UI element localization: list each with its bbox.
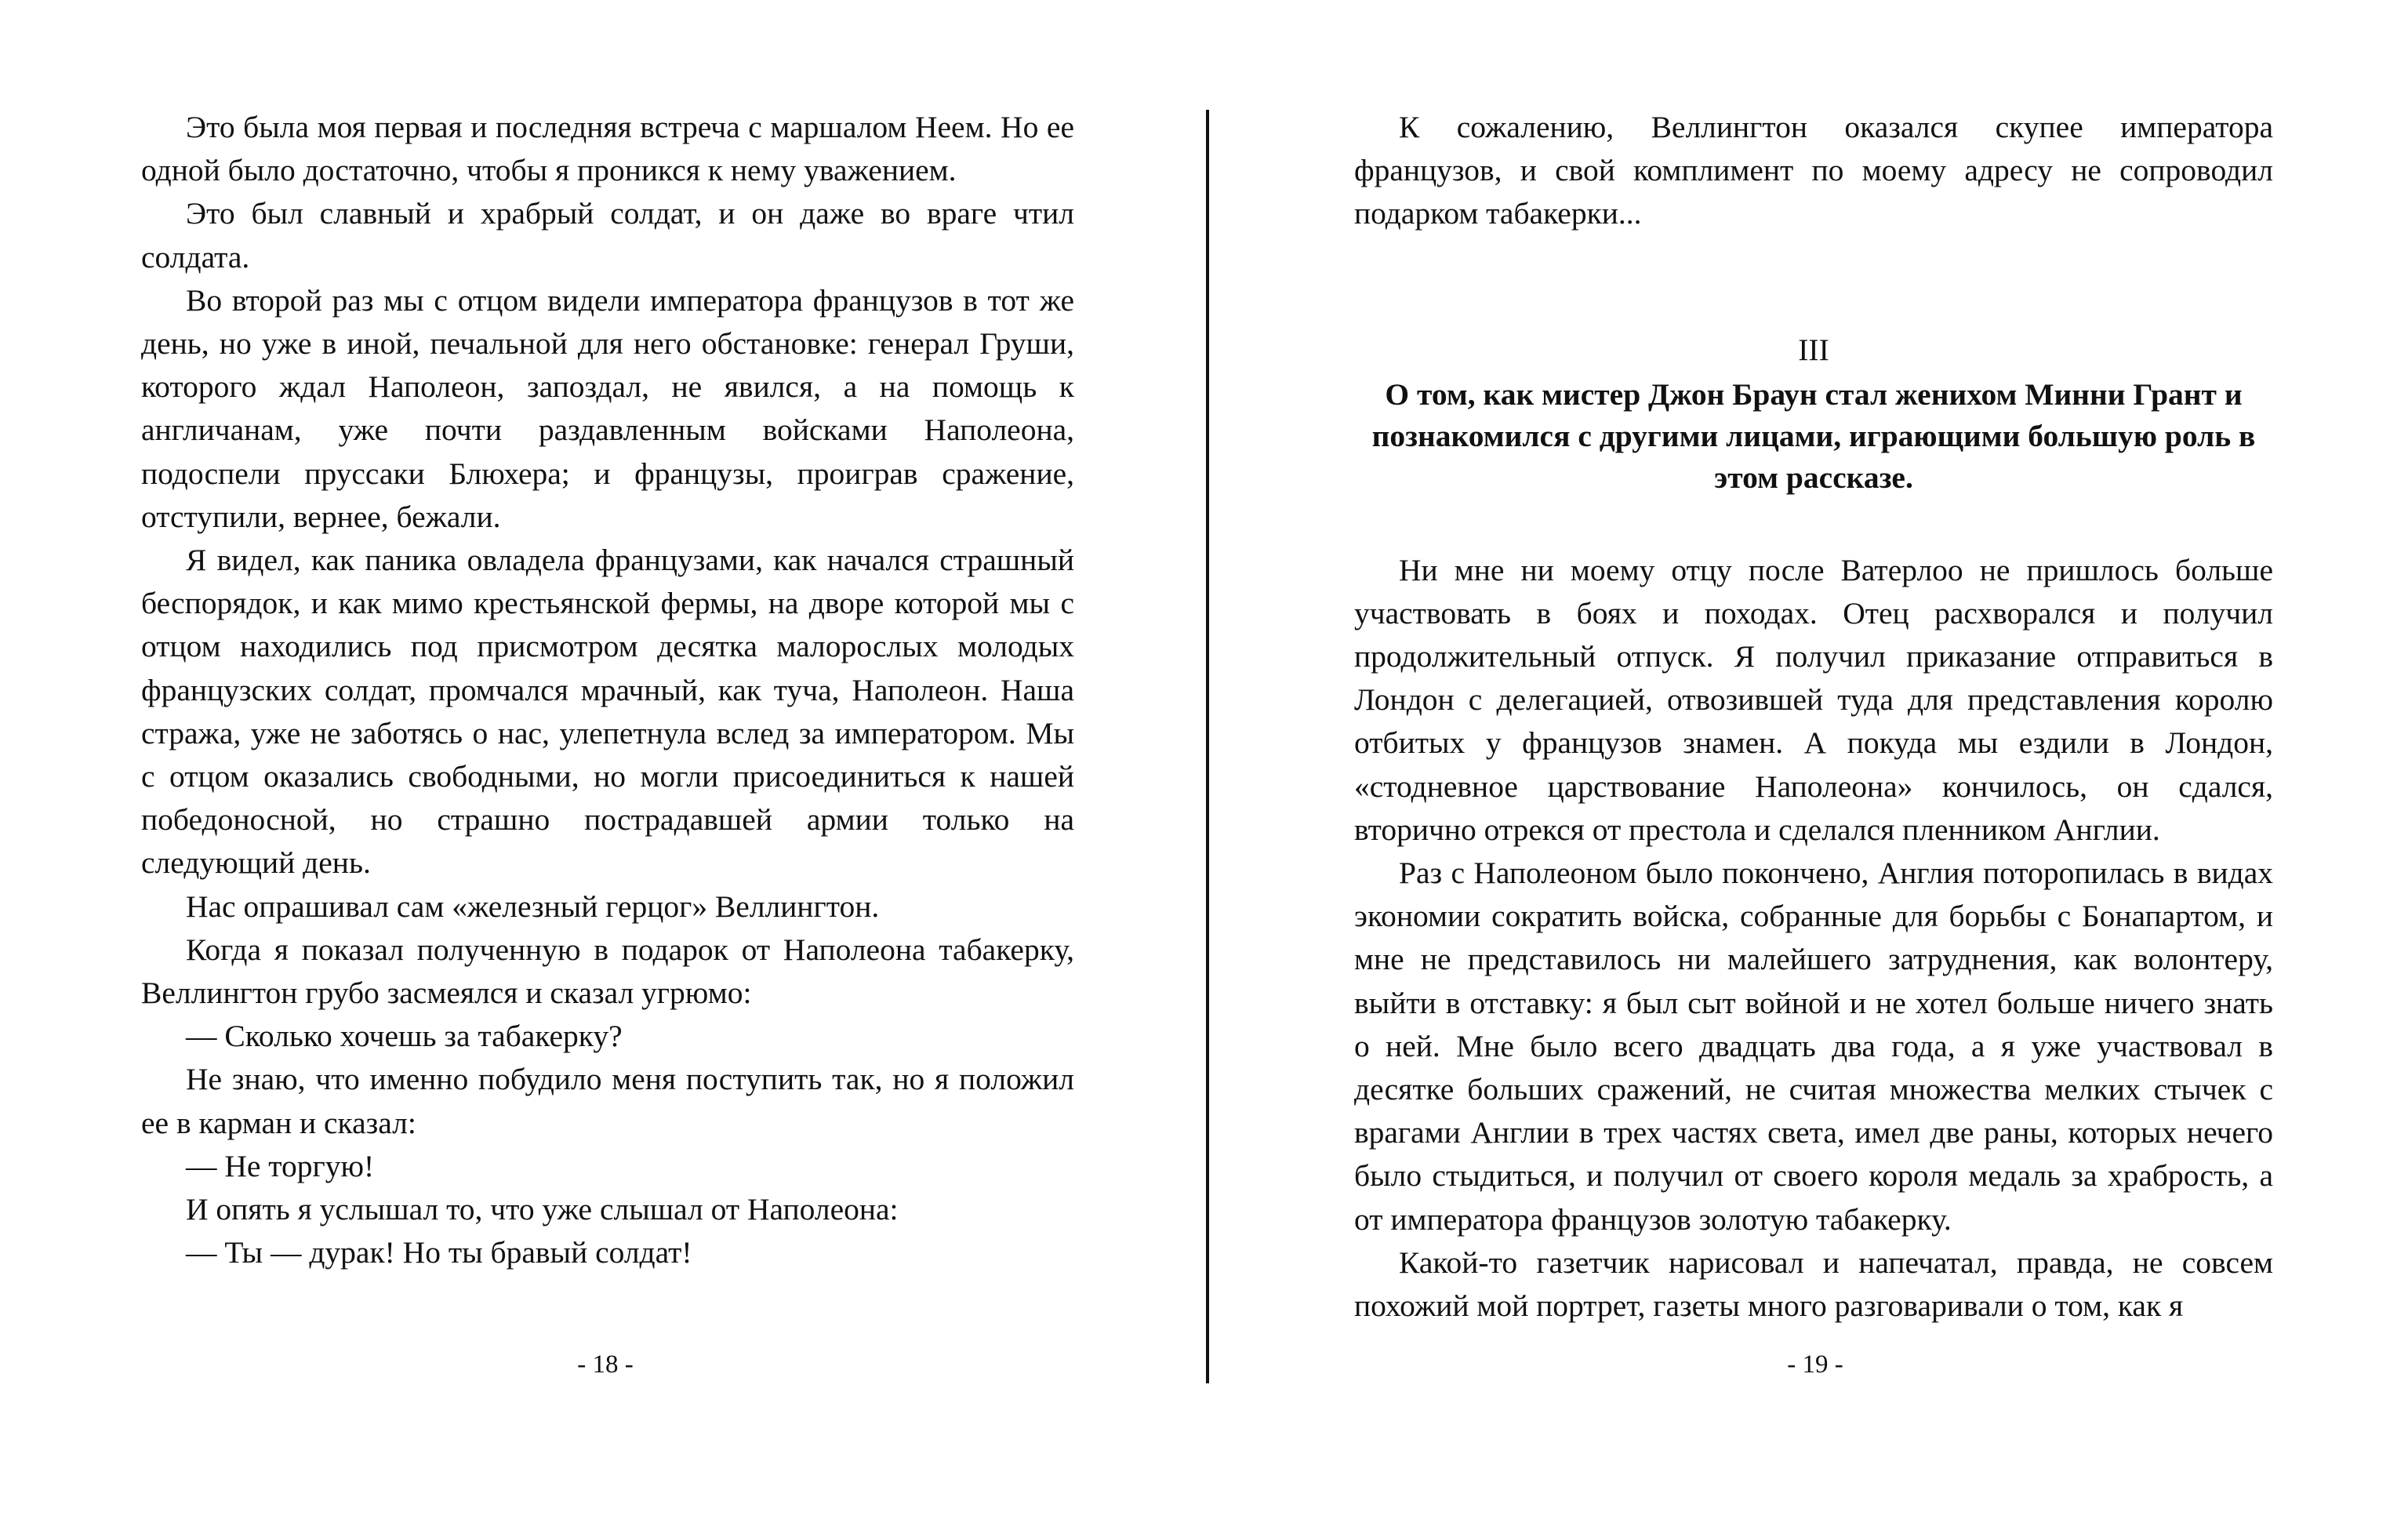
chapter-number: III xyxy=(1798,332,1829,367)
paragraph: Во второй раз мы с отцом видели императора французов в тот же день, но уже в иной, печальной для него обстановке: генерал Груши, которого ждал Наполеон, запоздал, не явился, а на помощь к англичанам, уже почти раздавленным войсками Наполеона, подоспели пруссаки Блюхера; и французы, проиграв сражение, отступили, вернее, бежали. xyxy=(141,282,1074,534)
dialogue-line: — Ты — дурак! Но ты бравый солдат! xyxy=(186,1235,692,1270)
paragraph: Нас опрашивал сам «железный герцог» Веллингтон. xyxy=(186,889,880,924)
paragraph: Раз с Наполеоном было покончено, Англия поторопилась в видах экономии сократить войска, собранные для борьбы с Бонапартом, и мне не представилось ни малейшего затруднения, как волонтеру, выйти в отставку: я был сыт войной и не хотел больше ничего знать о ней. Мне было всего двадцать два года, а я уже участвовал в десятке больших сражений, не считая множества мелких стычек с врагами Англии в трех частях света, имел две раны, которых нечего было стыдиться, и получил от своего короля медаль за храбрость, а от императора французов золотую табакерку. xyxy=(1354,856,2273,1237)
paragraph: Какой-то газетчик нарисовал и напечатал, правда, не совсем похожий мой портрет, газеты много разговаривали о том, как я xyxy=(1354,1245,2273,1324)
paragraph: Я видел, как паника овладела французами, как начался страшный беспорядок, и как мимо крестьянской фермы, на дворе которой мы с отцом находились под присмотром десятка малорослых молодых французских солдат, промчался мрачный, как туча, Наполеон. Наша стража, уже не заботясь о нас, улепетнула вслед за императором. Мы с отцом оказались свободными, но могли присоединиться к нашей победоносной, но страшно пострадавшей армии только на следующий день. xyxy=(141,543,1074,881)
left-page-number: - 18 - xyxy=(577,1350,634,1379)
left-page xyxy=(141,106,1074,1274)
paragraph: И опять я услышал то, что уже слышал от Наполеона: xyxy=(186,1192,899,1227)
paragraph: Не знаю, что именно побудило меня поступить так, но я положил ее в карман и сказал: xyxy=(141,1062,1074,1140)
page-divider xyxy=(1206,110,1209,1383)
dialogue-line: — Не торгую! xyxy=(186,1148,375,1183)
paragraph: К сожалению, Веллингтон оказался скупее императора французов, и свой комплимент по моему адресу не сопроводил подарком табакерки... xyxy=(1354,110,2273,231)
chapter-title: О том, как мистер Джон Браун стал женихом Минни Грант и познакомился с другими лицами, играющими большую роль в этом рассказе. xyxy=(1371,376,2256,495)
dialogue-line: — Сколько хочешь за табакерку? xyxy=(186,1019,623,1054)
paragraph: Это был славный и храбрый солдат, и он даже во враге чтил солдата. xyxy=(141,196,1074,274)
paragraph: Ни мне ни моему отцу после Ватерлоо не пришлось больше участвовать в боях и походах. Отец расхворался и получил продолжительный отпуск. Я получил приказание отправиться в Лондон с делегацией, отвозившей туда для представления королю отбитых у французов знамен. А покуда мы ездили в Лондон, «стодневное царствование Наполеона» кончилось, он сдался, вторично отрекся от престола и сделался пленником Англии. xyxy=(1354,552,2273,847)
paragraph: Когда я показал полученную в подарок от Наполеона табакерку, Веллингтон грубо засмеялся и сказал угрюмо: xyxy=(141,932,1074,1011)
right-page xyxy=(1354,106,2273,1328)
right-page-number: - 19 - xyxy=(1787,1350,1843,1379)
paragraph: Это была моя первая и последняя встреча с маршалом Неем. Но ее одной было достаточно, чтобы я проникся к нему уважением. xyxy=(141,110,1074,188)
